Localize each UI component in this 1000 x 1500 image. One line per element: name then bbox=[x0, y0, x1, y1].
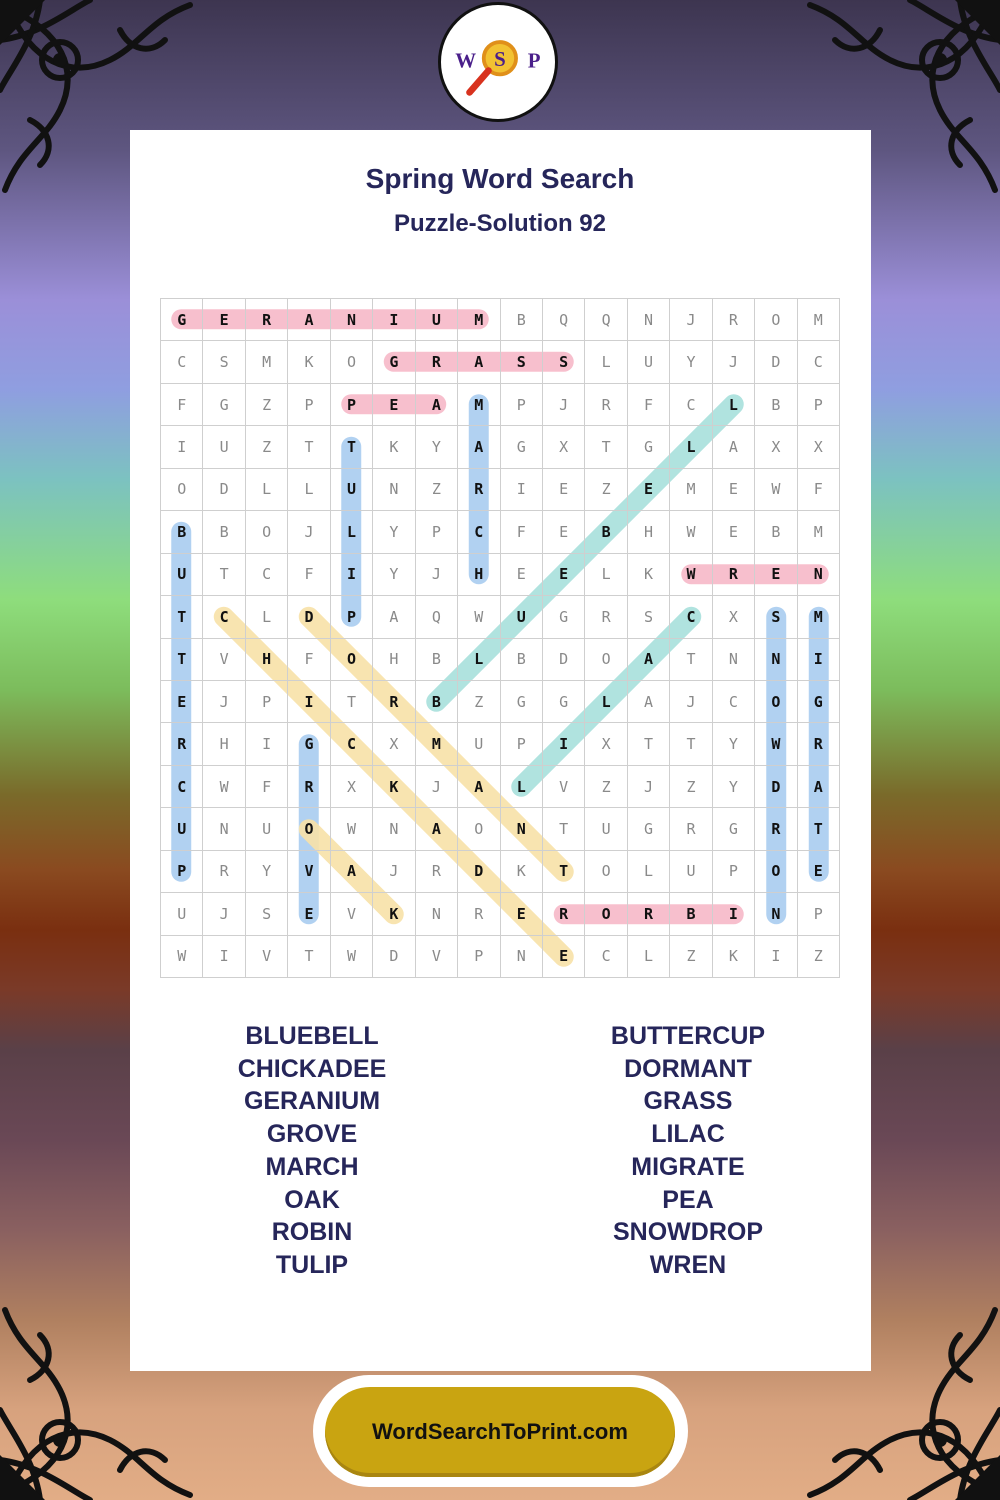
grid-cell[interactable]: H bbox=[203, 723, 245, 765]
grid-cell[interactable]: T bbox=[161, 596, 203, 638]
grid-cell[interactable]: M bbox=[416, 723, 458, 765]
grid-cell[interactable]: M bbox=[798, 596, 840, 638]
grid-cell[interactable]: G bbox=[798, 681, 840, 723]
grid-cell[interactable]: V bbox=[288, 851, 330, 893]
grid-cell[interactable]: J bbox=[288, 511, 330, 553]
word-list-item: WREN bbox=[649, 1250, 727, 1279]
grid-cell[interactable]: D bbox=[755, 341, 797, 383]
grid-cell[interactable]: R bbox=[458, 893, 500, 935]
grid-cell[interactable]: U bbox=[628, 341, 670, 383]
grid-cell[interactable]: O bbox=[585, 639, 627, 681]
word-list-item: MARCH bbox=[265, 1152, 359, 1181]
grid-cell[interactable]: M bbox=[246, 341, 288, 383]
grid-cell[interactable]: A bbox=[331, 851, 373, 893]
grid-cell[interactable]: Y bbox=[670, 341, 712, 383]
grid-cell[interactable]: W bbox=[755, 469, 797, 511]
grid-cell[interactable]: C bbox=[331, 723, 373, 765]
grid-cell[interactable]: G bbox=[628, 808, 670, 850]
grid-cell[interactable]: L bbox=[628, 851, 670, 893]
grid-cell[interactable]: W bbox=[331, 808, 373, 850]
grid-cell[interactable]: B bbox=[755, 384, 797, 426]
grid-cell[interactable]: O bbox=[458, 808, 500, 850]
grid-cell[interactable]: N bbox=[373, 469, 415, 511]
grid-cell[interactable]: V bbox=[246, 936, 288, 978]
grid-cell[interactable]: I bbox=[246, 723, 288, 765]
grid-cell[interactable]: F bbox=[161, 384, 203, 426]
grid-cell[interactable]: N bbox=[628, 299, 670, 341]
word-list-item: MIGRATE bbox=[631, 1152, 745, 1181]
grid-cell[interactable]: U bbox=[161, 554, 203, 596]
grid-cell[interactable]: L bbox=[585, 341, 627, 383]
grid-cell[interactable]: L bbox=[331, 511, 373, 553]
grid-cell[interactable]: C bbox=[203, 596, 245, 638]
grid-cell[interactable]: F bbox=[501, 511, 543, 553]
grid-cell[interactable]: R bbox=[628, 893, 670, 935]
grid-cell[interactable]: Z bbox=[246, 384, 288, 426]
grid-cell[interactable]: D bbox=[373, 936, 415, 978]
grid-cell[interactable]: G bbox=[373, 341, 415, 383]
grid-cell[interactable]: T bbox=[628, 723, 670, 765]
grid-cell[interactable]: I bbox=[501, 469, 543, 511]
word-list-item: GROVE bbox=[266, 1120, 358, 1149]
grid-cell[interactable]: X bbox=[331, 766, 373, 808]
grid-cell[interactable]: Y bbox=[373, 554, 415, 596]
grid-cell[interactable]: R bbox=[585, 384, 627, 426]
grid-cell[interactable]: X bbox=[755, 426, 797, 468]
grid-cell[interactable]: L bbox=[628, 936, 670, 978]
word-list-item: GRASS bbox=[643, 1087, 733, 1116]
grid-cell[interactable]: C bbox=[798, 341, 840, 383]
grid-cell[interactable]: A bbox=[416, 384, 458, 426]
grid-cell[interactable]: D bbox=[458, 851, 500, 893]
grid-cell[interactable]: V bbox=[543, 766, 585, 808]
letter-grid bbox=[160, 298, 840, 978]
grid-cell[interactable]: R bbox=[161, 723, 203, 765]
grid-cell[interactable]: N bbox=[373, 808, 415, 850]
word-list-item: PEA bbox=[662, 1185, 714, 1214]
grid-cell[interactable]: W bbox=[670, 554, 712, 596]
grid-cell[interactable]: L bbox=[246, 469, 288, 511]
grid-cell[interactable]: F bbox=[288, 639, 330, 681]
word-list-item: BLUEBELL bbox=[245, 1022, 379, 1050]
grid-cell[interactable]: I bbox=[713, 893, 755, 935]
grid-cell[interactable]: W bbox=[755, 723, 797, 765]
grid-cell[interactable]: G bbox=[713, 808, 755, 850]
word-list-right bbox=[538, 1020, 838, 1282]
grid-cell[interactable]: S bbox=[628, 596, 670, 638]
grid-cell[interactable]: G bbox=[161, 299, 203, 341]
grid-cell[interactable]: P bbox=[331, 596, 373, 638]
grid-cell[interactable]: P bbox=[501, 384, 543, 426]
grid-cell[interactable]: X bbox=[543, 426, 585, 468]
grid-cell[interactable]: R bbox=[585, 596, 627, 638]
grid-cell[interactable]: Z bbox=[798, 936, 840, 978]
grid-cell[interactable]: K bbox=[288, 341, 330, 383]
grid-cell[interactable]: E bbox=[501, 893, 543, 935]
grid-cell[interactable]: K bbox=[373, 893, 415, 935]
grid-cell[interactable]: C bbox=[713, 681, 755, 723]
grid-cell[interactable]: C bbox=[161, 766, 203, 808]
grid-cell[interactable]: R bbox=[755, 808, 797, 850]
word-list-item: GERANIUM bbox=[243, 1087, 381, 1116]
grid-cell[interactable]: M bbox=[670, 469, 712, 511]
grid-cell[interactable]: E bbox=[288, 893, 330, 935]
grid-cell[interactable]: P bbox=[331, 384, 373, 426]
grid-cell[interactable]: E bbox=[543, 936, 585, 978]
grid-cell[interactable]: O bbox=[246, 511, 288, 553]
grid-cell[interactable]: K bbox=[373, 766, 415, 808]
grid-cell[interactable]: I bbox=[203, 936, 245, 978]
grid-cell[interactable]: U bbox=[161, 808, 203, 850]
grid-cell[interactable]: H bbox=[246, 639, 288, 681]
grid-cell[interactable]: F bbox=[628, 384, 670, 426]
grid-cell[interactable]: J bbox=[203, 681, 245, 723]
grid-cell[interactable]: C bbox=[458, 511, 500, 553]
grid-cell[interactable]: D bbox=[203, 469, 245, 511]
grid-cell[interactable]: B bbox=[670, 893, 712, 935]
grid-cell[interactable]: I bbox=[331, 554, 373, 596]
grid-cell[interactable]: E bbox=[543, 469, 585, 511]
grid-cell[interactable]: P bbox=[246, 681, 288, 723]
grid-cell[interactable]: N bbox=[798, 554, 840, 596]
grid-cell[interactable]: A bbox=[458, 426, 500, 468]
grid-cell[interactable]: A bbox=[416, 808, 458, 850]
grid-cell[interactable]: B bbox=[416, 681, 458, 723]
grid-cell[interactable]: R bbox=[288, 766, 330, 808]
grid-cell[interactable]: I bbox=[288, 681, 330, 723]
grid-cell[interactable]: C bbox=[670, 384, 712, 426]
grid-cell[interactable]: P bbox=[798, 384, 840, 426]
grid-cell[interactable]: E bbox=[713, 469, 755, 511]
grid-cell[interactable]: O bbox=[585, 893, 627, 935]
grid-cell[interactable]: S bbox=[246, 893, 288, 935]
grid-cell[interactable]: Y bbox=[416, 426, 458, 468]
grid-cell[interactable]: A bbox=[628, 639, 670, 681]
grid-cell[interactable]: D bbox=[755, 766, 797, 808]
grid-cell[interactable]: K bbox=[713, 936, 755, 978]
grid-cell[interactable]: A bbox=[458, 766, 500, 808]
grid-cell[interactable]: T bbox=[543, 808, 585, 850]
grid-cell[interactable]: A bbox=[288, 299, 330, 341]
word-search-grid bbox=[160, 298, 840, 978]
grid-cell[interactable]: E bbox=[628, 469, 670, 511]
grid-cell[interactable]: E bbox=[713, 511, 755, 553]
grid-cell[interactable]: V bbox=[331, 893, 373, 935]
grid-cell[interactable]: W bbox=[331, 936, 373, 978]
grid-cell[interactable]: E bbox=[373, 384, 415, 426]
grid-cell[interactable]: T bbox=[585, 426, 627, 468]
grid-cell[interactable]: C bbox=[246, 554, 288, 596]
site-link-button[interactable] bbox=[325, 1387, 675, 1477]
grid-cell[interactable]: M bbox=[798, 511, 840, 553]
grid-cell[interactable]: X bbox=[713, 596, 755, 638]
grid-cell[interactable]: N bbox=[501, 936, 543, 978]
grid-cell[interactable]: A bbox=[628, 681, 670, 723]
logo-letter-p: P bbox=[527, 48, 541, 73]
grid-cell[interactable]: G bbox=[501, 681, 543, 723]
grid-cell[interactable]: C bbox=[670, 596, 712, 638]
puzzle-title: Spring Word Search bbox=[365, 163, 635, 194]
grid-cell[interactable]: N bbox=[501, 808, 543, 850]
grid-cell[interactable]: L bbox=[458, 639, 500, 681]
grid-cell[interactable]: F bbox=[798, 469, 840, 511]
grid-cell[interactable]: D bbox=[543, 639, 585, 681]
grid-cell[interactable]: E bbox=[161, 681, 203, 723]
grid-cell[interactable]: Z bbox=[416, 469, 458, 511]
grid-cell[interactable]: L bbox=[501, 766, 543, 808]
grid-cell[interactable]: N bbox=[416, 893, 458, 935]
word-list-item: BUTTERCUP bbox=[610, 1022, 766, 1050]
grid-cell[interactable]: T bbox=[331, 426, 373, 468]
grid-cell[interactable]: B bbox=[755, 511, 797, 553]
grid-cell[interactable]: T bbox=[543, 851, 585, 893]
grid-cell[interactable]: B bbox=[501, 299, 543, 341]
grid-cell[interactable]: R bbox=[246, 299, 288, 341]
grid-cell[interactable]: H bbox=[373, 639, 415, 681]
grid-cell[interactable]: E bbox=[203, 299, 245, 341]
grid-cell[interactable]: H bbox=[458, 554, 500, 596]
word-list-left bbox=[162, 1020, 462, 1282]
grid-cell[interactable]: V bbox=[203, 639, 245, 681]
grid-cell[interactable]: O bbox=[585, 851, 627, 893]
logo-letter-s: S bbox=[494, 46, 506, 71]
grid-cell[interactable]: G bbox=[543, 681, 585, 723]
wsp-logo[interactable] bbox=[438, 2, 558, 122]
grid-cell[interactable]: H bbox=[628, 511, 670, 553]
grid-cell[interactable]: U bbox=[246, 808, 288, 850]
grid-cell[interactable]: O bbox=[288, 808, 330, 850]
grid-cell[interactable]: A bbox=[713, 426, 755, 468]
grid-cell[interactable]: N bbox=[755, 639, 797, 681]
grid-cell[interactable]: B bbox=[416, 639, 458, 681]
grid-cell[interactable]: F bbox=[246, 766, 288, 808]
grid-cell[interactable]: R bbox=[713, 299, 755, 341]
puzzle-subtitle: Puzzle-Solution 92 bbox=[393, 210, 606, 237]
grid-cell[interactable]: M bbox=[798, 299, 840, 341]
grid-cell[interactable]: Y bbox=[246, 851, 288, 893]
grid-cell[interactable]: S bbox=[755, 596, 797, 638]
grid-cell[interactable]: E bbox=[501, 554, 543, 596]
grid-cell[interactable]: G bbox=[543, 596, 585, 638]
grid-cell[interactable]: O bbox=[755, 299, 797, 341]
grid-cell[interactable]: Q bbox=[585, 299, 627, 341]
grid-cell[interactable]: U bbox=[501, 596, 543, 638]
grid-cell[interactable]: T bbox=[670, 723, 712, 765]
grid-cell[interactable]: J bbox=[628, 766, 670, 808]
grid-cell[interactable]: M bbox=[458, 384, 500, 426]
grid-cell[interactable]: R bbox=[203, 851, 245, 893]
grid-cell[interactable]: U bbox=[458, 723, 500, 765]
grid-cell[interactable]: A bbox=[373, 596, 415, 638]
grid-cell[interactable]: J bbox=[203, 893, 245, 935]
grid-cell[interactable]: K bbox=[373, 426, 415, 468]
grid-cell[interactable]: K bbox=[501, 851, 543, 893]
word-list-item: TULIP bbox=[275, 1250, 349, 1279]
grid-cell[interactable]: R bbox=[798, 723, 840, 765]
grid-cell[interactable]: D bbox=[288, 596, 330, 638]
grid-cell[interactable]: O bbox=[331, 341, 373, 383]
grid-cell[interactable]: Z bbox=[585, 469, 627, 511]
word-list-item: LILAC bbox=[651, 1120, 725, 1149]
grid-cell[interactable]: W bbox=[161, 936, 203, 978]
grid-cell[interactable]: R bbox=[416, 851, 458, 893]
grid-cell[interactable]: B bbox=[203, 511, 245, 553]
grid-cell[interactable]: L bbox=[585, 554, 627, 596]
grid-cell[interactable]: V bbox=[416, 936, 458, 978]
grid-cell[interactable]: J bbox=[543, 384, 585, 426]
grid-cell[interactable]: Z bbox=[585, 766, 627, 808]
grid-cell[interactable]: O bbox=[331, 639, 373, 681]
grid-cell[interactable]: Y bbox=[373, 511, 415, 553]
grid-cell[interactable]: S bbox=[203, 341, 245, 383]
grid-cell[interactable]: U bbox=[585, 808, 627, 850]
grid-cell[interactable]: T bbox=[161, 639, 203, 681]
grid-cell[interactable]: Y bbox=[713, 723, 755, 765]
grid-cell[interactable]: J bbox=[670, 681, 712, 723]
grid-cell[interactable]: G bbox=[628, 426, 670, 468]
word-list-item: OAK bbox=[284, 1185, 340, 1214]
grid-cell[interactable]: P bbox=[501, 723, 543, 765]
grid-cell[interactable]: Z bbox=[670, 936, 712, 978]
grid-cell[interactable]: J bbox=[670, 299, 712, 341]
grid-cell[interactable]: I bbox=[755, 936, 797, 978]
grid-cell[interactable]: F bbox=[288, 554, 330, 596]
grid-cell[interactable]: X bbox=[798, 426, 840, 468]
grid-cell[interactable]: Z bbox=[670, 766, 712, 808]
grid-cell[interactable]: R bbox=[670, 808, 712, 850]
grid-cell[interactable]: R bbox=[458, 469, 500, 511]
grid-cell[interactable]: S bbox=[501, 341, 543, 383]
grid-cell[interactable]: U bbox=[331, 469, 373, 511]
grid-cell[interactable]: E bbox=[543, 511, 585, 553]
grid-cell[interactable]: J bbox=[713, 341, 755, 383]
grid-cell[interactable]: N bbox=[203, 808, 245, 850]
grid-cell[interactable]: T bbox=[798, 808, 840, 850]
grid-cell[interactable]: T bbox=[288, 426, 330, 468]
grid-cell[interactable]: T bbox=[288, 936, 330, 978]
grid-cell[interactable]: O bbox=[161, 469, 203, 511]
word-list-item: ROBIN bbox=[271, 1218, 353, 1247]
grid-cell[interactable]: O bbox=[755, 851, 797, 893]
grid-cell[interactable]: U bbox=[670, 851, 712, 893]
grid-cell[interactable]: L bbox=[670, 426, 712, 468]
grid-cell[interactable]: I bbox=[798, 639, 840, 681]
grid-cell[interactable]: T bbox=[331, 681, 373, 723]
grid-cell[interactable]: Q bbox=[416, 596, 458, 638]
grid-cell[interactable]: I bbox=[543, 723, 585, 765]
grid-cell[interactable]: J bbox=[416, 766, 458, 808]
grid-cell[interactable]: S bbox=[543, 341, 585, 383]
grid-cell[interactable]: X bbox=[373, 723, 415, 765]
word-list-item: SNOWDROP bbox=[613, 1218, 763, 1247]
grid-cell[interactable]: M bbox=[458, 299, 500, 341]
grid-cell[interactable]: T bbox=[203, 554, 245, 596]
grid-cell[interactable]: B bbox=[501, 639, 543, 681]
grid-cell[interactable]: Q bbox=[543, 299, 585, 341]
grid-cell[interactable]: G bbox=[203, 384, 245, 426]
grid-cell[interactable]: X bbox=[585, 723, 627, 765]
grid-cell[interactable]: R bbox=[713, 554, 755, 596]
logo-letter-w: W bbox=[455, 48, 477, 73]
grid-cell[interactable]: Z bbox=[458, 681, 500, 723]
grid-cell[interactable]: G bbox=[501, 426, 543, 468]
grid-cell[interactable]: N bbox=[755, 893, 797, 935]
grid-cell[interactable]: O bbox=[755, 681, 797, 723]
grid-cell[interactable]: U bbox=[161, 893, 203, 935]
grid-cell[interactable]: L bbox=[246, 596, 288, 638]
grid-cell[interactable]: N bbox=[713, 639, 755, 681]
grid-cell[interactable]: U bbox=[203, 426, 245, 468]
grid-cell[interactable]: R bbox=[373, 681, 415, 723]
grid-cell[interactable]: A bbox=[798, 766, 840, 808]
grid-cell[interactable]: A bbox=[458, 341, 500, 383]
grid-cell[interactable]: B bbox=[585, 511, 627, 553]
grid-cell[interactable]: L bbox=[713, 384, 755, 426]
grid-cell[interactable]: P bbox=[798, 893, 840, 935]
grid-cell[interactable]: J bbox=[373, 851, 415, 893]
grid-cell[interactable]: E bbox=[755, 554, 797, 596]
word-list-item: DORMANT bbox=[624, 1054, 752, 1083]
grid-cell[interactable]: B bbox=[161, 511, 203, 553]
grid-cell[interactable]: P bbox=[713, 851, 755, 893]
grid-cell[interactable]: K bbox=[628, 554, 670, 596]
grid-cell[interactable]: P bbox=[458, 936, 500, 978]
grid-cell[interactable]: Y bbox=[713, 766, 755, 808]
grid-cell[interactable]: U bbox=[416, 299, 458, 341]
grid-cell[interactable]: P bbox=[288, 384, 330, 426]
grid-cell[interactable]: L bbox=[288, 469, 330, 511]
grid-cell[interactable]: G bbox=[288, 723, 330, 765]
grid-cell[interactable]: W bbox=[203, 766, 245, 808]
grid-cell[interactable]: I bbox=[373, 299, 415, 341]
grid-cell[interactable]: E bbox=[543, 554, 585, 596]
grid-cell[interactable]: L bbox=[585, 681, 627, 723]
site-link-label: WordSearchToPrint.com bbox=[372, 1419, 628, 1444]
grid-cell[interactable]: J bbox=[416, 554, 458, 596]
grid-cell[interactable]: C bbox=[585, 936, 627, 978]
grid-cell[interactable]: W bbox=[670, 511, 712, 553]
word-list-item: CHICKADEE bbox=[237, 1054, 387, 1083]
grid-cell[interactable]: T bbox=[670, 639, 712, 681]
grid-cell[interactable]: E bbox=[798, 851, 840, 893]
grid-cell[interactable]: I bbox=[161, 426, 203, 468]
grid-cell[interactable]: P bbox=[416, 511, 458, 553]
grid-cell[interactable]: R bbox=[543, 893, 585, 935]
grid-cell[interactable]: C bbox=[161, 341, 203, 383]
grid-cell[interactable]: N bbox=[331, 299, 373, 341]
grid-cell[interactable]: P bbox=[161, 851, 203, 893]
grid-cell[interactable]: R bbox=[416, 341, 458, 383]
grid-cell[interactable]: W bbox=[458, 596, 500, 638]
grid-cell[interactable]: Z bbox=[246, 426, 288, 468]
